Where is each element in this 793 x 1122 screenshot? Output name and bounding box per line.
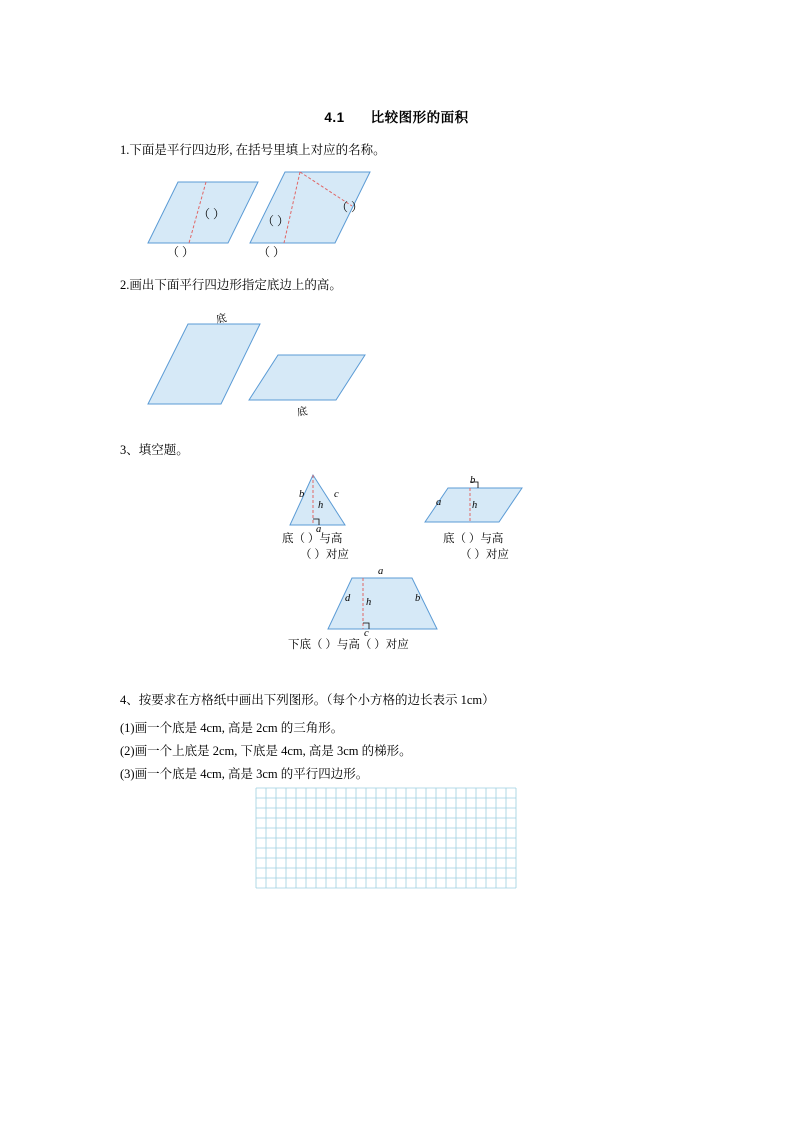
fig1-blank-2: （ ） — [167, 245, 195, 259]
fig1-blank-3: （ ） — [262, 214, 290, 228]
question-2-text: 2.画出下面平行四边形指定底边上的高。 — [120, 278, 342, 292]
fig1-blank-1: （ ） — [198, 207, 226, 221]
question-4-item-1: (1)画一个底是 4cm, 高是 2cm 的三角形。 — [120, 721, 344, 735]
trapezoid-label-a: a — [378, 566, 384, 577]
title-text: 比较图形的面积 — [370, 110, 469, 125]
fig2-top-label: 底 — [215, 313, 228, 326]
parallelogram-label-b: b — [470, 475, 476, 486]
triangle-label-b: b — [299, 489, 305, 500]
graph-paper-grid — [256, 788, 534, 888]
fig1-blank-4: （ ） — [258, 245, 286, 259]
fig2-bottom-label: 底 — [296, 406, 309, 419]
question-4-item-2: (2)画一个上底是 2cm, 下底是 4cm, 高是 3cm 的梯形。 — [120, 744, 412, 758]
parallelogram-label-a: a — [436, 497, 442, 508]
trapezoid-label-c: c — [364, 628, 369, 639]
fig3-parallelogram-blank-line-2: （ ）对应 — [460, 549, 509, 561]
fig1-blank-5: （ ） — [336, 200, 364, 214]
grid-svg — [256, 788, 516, 888]
question-1-text: 1.下面是平行四边形, 在括号里填上对应的名称。 — [120, 143, 386, 157]
trapezoid-label-h: h — [366, 597, 372, 608]
trapezoid-label-b: b — [415, 593, 421, 604]
question-3-text: 3、填空题。 — [120, 443, 189, 457]
fig3-parallelogram-blank-line-1: 底（ ）与高 — [443, 533, 504, 545]
parallelogram-label-h: h — [472, 500, 478, 511]
fig3-trapezoid-blank-line: 下底（ ）与高（ ）对应 — [288, 639, 409, 651]
question-4-item-3: (3)画一个底是 4cm, 高是 3cm 的平行四边形。 — [120, 767, 369, 781]
triangle-label-a: a — [316, 524, 322, 535]
triangle-label-h: h — [318, 500, 324, 511]
title-number: 4.1 — [324, 110, 345, 125]
fig3-triangle-blank-line-1: 底（ ）与高 — [282, 533, 343, 545]
fig3-triangle-blank-line-2: （ ）对应 — [300, 549, 349, 561]
triangle-label-c: c — [334, 489, 339, 500]
question-4-text: 4、按要求在方格纸中画出下列图形。（每个小方格的边长表示 1cm） — [120, 693, 495, 707]
trapezoid-label-d: d — [345, 593, 351, 604]
